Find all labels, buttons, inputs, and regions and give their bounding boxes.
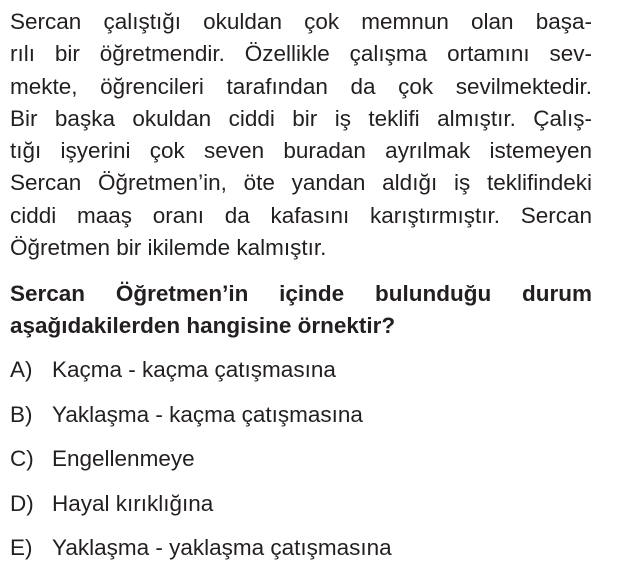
- option-letter: D): [10, 490, 34, 516]
- option-text: Kaçma - kaçma çatışmasına: [52, 357, 336, 383]
- passage-line: tığı işyerini çok seven buradan ayrılmak istemeyen: [10, 138, 592, 164]
- option-text: Hayal kırıklığına: [52, 490, 214, 516]
- question-stem-line: Sercan Öğretmen’in içinde bulunduğu durum: [10, 281, 592, 307]
- answer-option-b[interactable]: [10, 393, 617, 438]
- answer-option-d[interactable]: [10, 482, 617, 527]
- question-passage: [10, 6, 617, 264]
- answer-option-e[interactable]: [10, 526, 617, 571]
- option-text: Yaklaşma - yaklaşma çatışmasına: [52, 535, 392, 561]
- answer-option-c[interactable]: [10, 437, 617, 482]
- passage-line: mekte, öğrencileri tarafından da çok sevilmektedir.: [10, 73, 592, 99]
- passage-line: ciddi maaş oranı da kafasını karıştırmıştır. Sercan: [10, 202, 592, 228]
- question-stem: [10, 278, 617, 342]
- question-stem-line: aşağıdakilerden hangisine örnektir?: [10, 313, 396, 339]
- passage-line: Bir başka okuldan ciddi bir iş teklifi almıştır. Çalış-: [10, 105, 592, 131]
- passage-line: Sercan çalıştığı okuldan çok memnun olan başa-: [10, 9, 592, 34]
- answer-option-a[interactable]: [10, 348, 617, 393]
- passage-line: Öğretmen bir ikilemde kalmıştır.: [10, 235, 327, 261]
- option-letter: C): [10, 446, 34, 472]
- option-letter: E): [10, 535, 33, 561]
- passage-line: rılı bir öğretmendir. Özellikle çalışma ortamını sev-: [10, 41, 592, 67]
- answer-options: [10, 348, 617, 571]
- passage-line: Sercan Öğretmen’in, öte yandan aldığı iş teklifindeki: [10, 170, 592, 196]
- option-letter: B): [10, 401, 33, 427]
- option-letter: A): [10, 357, 33, 383]
- option-text: Engellenmeye: [52, 446, 195, 472]
- option-text: Yaklaşma - kaçma çatışmasına: [52, 401, 363, 427]
